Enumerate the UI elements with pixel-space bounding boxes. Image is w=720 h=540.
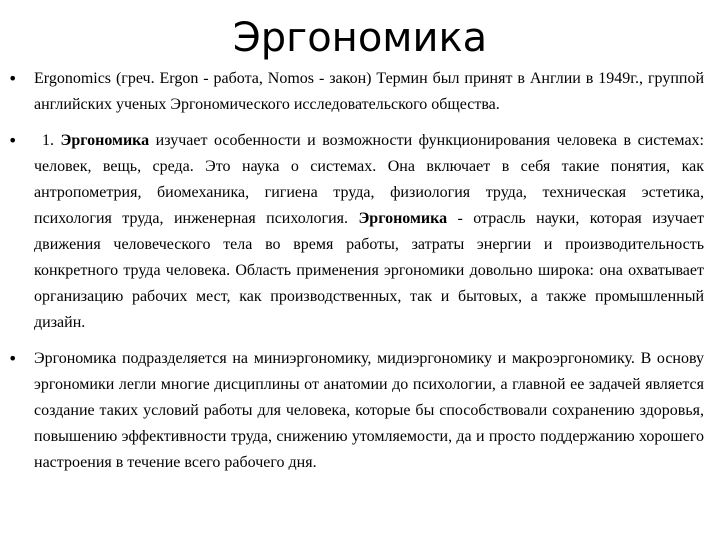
bullet-item-1 [8, 66, 704, 118]
bullet-text-3: Эргономика подразделяется на миниэргономику, мидиэргономику и макроэргономику. В основу эргономики легли многие дисциплины от анатомии до психологии, а главной ее задачей является создание таких условий работы для человека, которые бы способствовали сохранению здоровья, повышению эффективности труда, снижению утомляемости, да и просто поддержанию хорошего настроения в течение всего рабочего дня. [34, 350, 704, 471]
bullet-marker: • [8, 349, 18, 368]
bullet-number: 1. [42, 132, 54, 149]
bullet-text-2b: - отрасль науки, которая изучает движения человеческого тела во время работы, затраты энергии и производительность конкретного труда человека. Область применения эргономики довольно широка: она охватывает организацию рабочих мест, как производственных, так и бытовых, а также промышленный дизайн. [34, 210, 704, 331]
bold-term: Эргономика [60, 132, 150, 149]
bullet-item-3 [8, 346, 704, 476]
bullet-text-2a: изучает особенности и возможности функционирования человека в системах: человек, вещь, среда. Это наука о системах. Она включает в себя такие понятия, как антропометрия, биомеханика, гигиена труда, физиология труда, техническая эстетика, психология труда, инженерная психология. [34, 132, 704, 227]
bold-term: Эргономика [358, 210, 448, 227]
bullet-marker: • [8, 131, 18, 150]
bullet-item-2 [8, 128, 704, 336]
slide-title: Эргономика [232, 15, 488, 61]
bullet-text-1: Ergonomics (греч. Ergon - работа, Nomos - закон) Термин был принят в Англии в 1949г., группой английских ученых Эргономического исследовательского общества. [34, 70, 704, 113]
bullet-marker: • [8, 69, 18, 88]
bullet-list [8, 66, 704, 486]
